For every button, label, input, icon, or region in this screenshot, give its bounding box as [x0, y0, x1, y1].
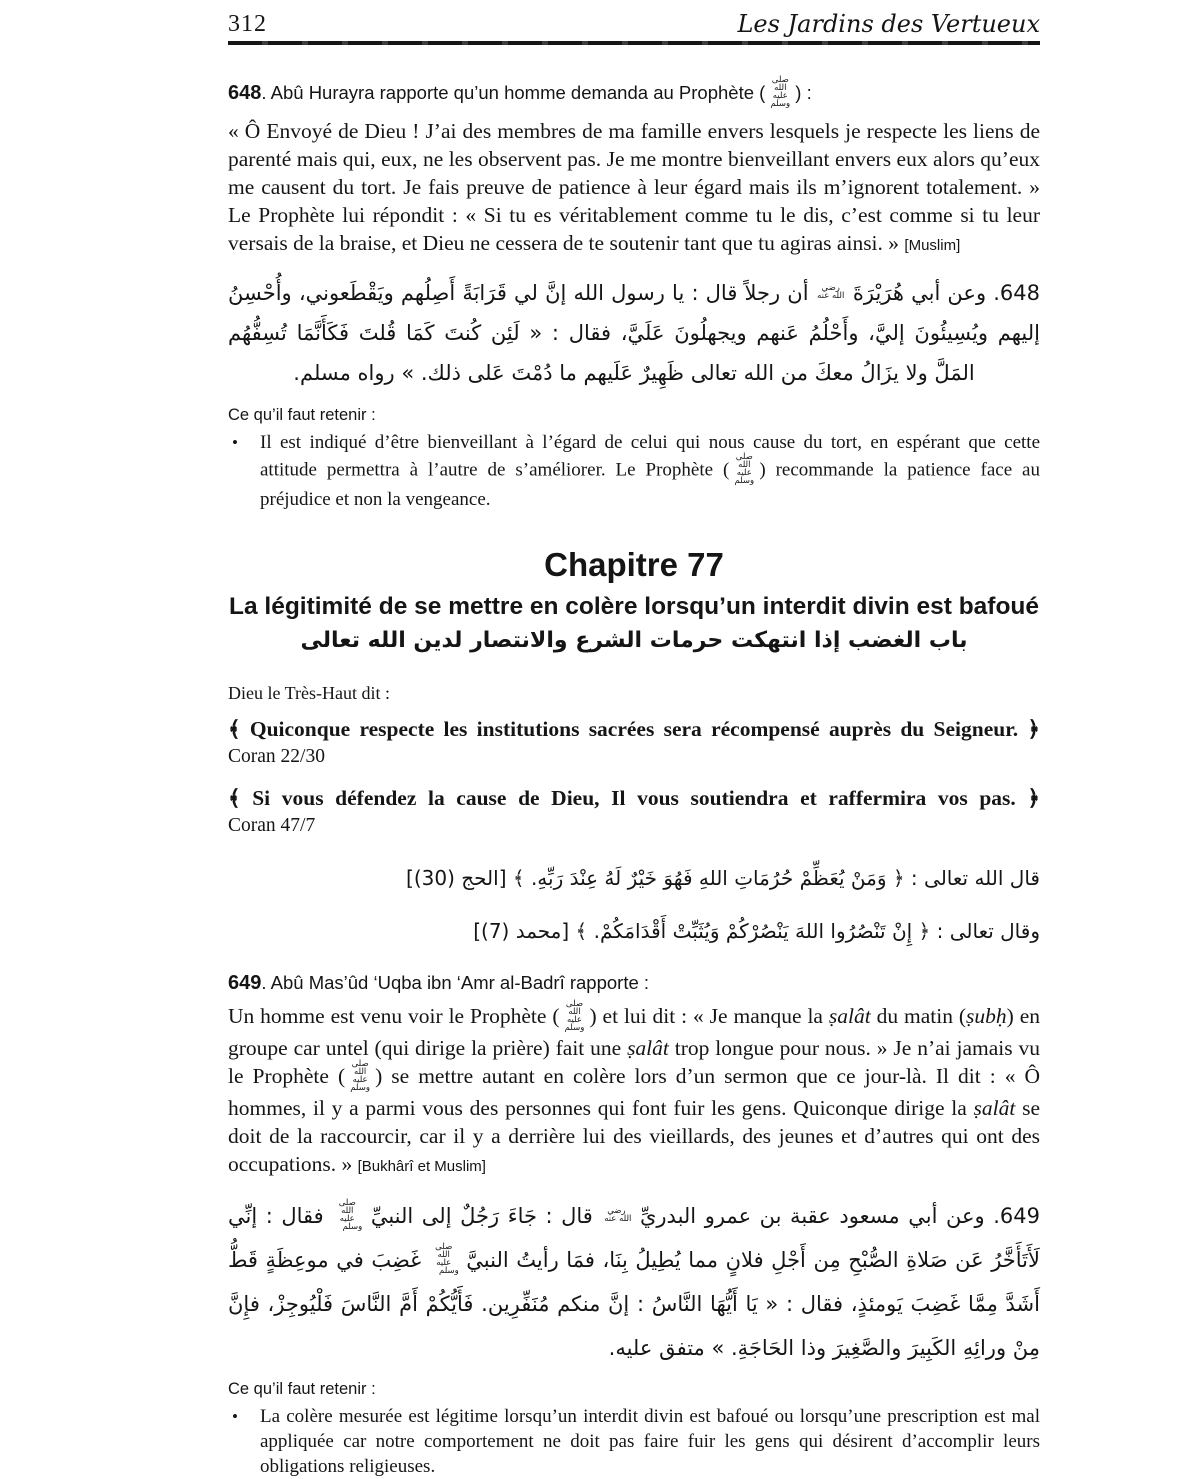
book-title: Les Jardins des Vertueux — [737, 10, 1040, 38]
hadith-649-heading-text: . Abû Mas’ûd ‘Uqba ibn ‘Amr al-Badrî rapporte : — [261, 972, 650, 993]
quran-verse-arabic-1: قال الله تعالى : ﴿ وَمَنْ يُعَظِّمْ حُرُمَاتِ اللهِ فَهُوَ خَيْرٌ لَهُ عِنْدَ رَبِّهِ. ﴾ [الحج (30)] — [406, 866, 1040, 890]
divine-saying-intro: Dieu le Très-Haut dit : — [228, 683, 390, 703]
key-point-label-649: Ce qu’il faut retenir : — [228, 1380, 376, 1399]
hadith-648-heading-text: . Abû Hurayra rapporte qu’un homme demanda au Prophète (صلى الله عليه وسلم) : — [261, 75, 812, 109]
key-point-text-649: La colère mesurée est légitime lorsqu’un interdit divin est bafoué ou lorsqu’une prescription est mal appliquée car notre comportement ne doit pas faire fuir les gens qui désirent d’accomplir leurs obligations religieuses. — [260, 1406, 1040, 1478]
quran-reference-2: Coran 47/7 — [228, 815, 316, 836]
bullet-icon: • — [232, 433, 238, 452]
key-point-item-648 — [228, 430, 1040, 512]
chapter-number-title: Chapitre 77 — [544, 546, 724, 583]
quran-quote-french-1: ﴾ Quiconque respecte les institutions sacrées sera récompensé auprès du Seigneur. ﴿ — [228, 717, 1040, 741]
hadith-649-arabic-text: 649. وعن أبي مسعود عقبة بن عمرو البدريِّ رضي الله عنه قال : جَاءَ رَجُلٌ إلى النبيِّ صلى الله عليه وسلم فقال : إنِّي لَأَتَأَخَّرُ عَن صَلاةِ الصُّبْحِ مِن أَجْلِ فلانٍ مما يُطِيلُ بِنَا، فمَا رأيتُ النبيَّ صلى الله عليه وسلم غَضِبَ في موعِظَةٍ قَطُّ أَشَدَّ مِمَّا غَضِبَ يَومئذٍ، فقال : « يَا أَيُّهَا النَّاسُ : إنَّ منكم مُنَفِّرِين. فَأَيُّكُمْ أَمَّ النَّاسَ فَلْيُوجِزْ، فإِنَّ مِنْ ورائِهِ الكَبِيرَ والصَّغِيرَ وذا الحَاجَةِ. » متفق عليه. — [228, 1198, 1040, 1361]
hadith-649-french-text: Un homme est venu voir le Prophète ( صلى الله عليه وسلم) et lui dit : « Je manque la ṣalât du matin (ṣubḥ) en groupe car untel (qui dirige la prière) fait une ṣalât trop longue pour nous. » Je n’ai jamais vu le Prophète ( صلى الله عليه وسلم) se mettre autant en colère lors d’un sermon que ce jour-là. Il dit : « Ô hommes, il y a parmi vous des personnes qui font fuir les gens. Quiconque dirige la ṣalât se doit de la raccourcir, car il y a derrière lui des vieillards, des jeunes et d’autres qui ont des occupations. » [Bukhârî et Muslim] — [228, 999, 1041, 1177]
hadith-648-heading — [228, 75, 1040, 110]
page-number: 312 — [228, 11, 267, 37]
hadith-648-french-text: « Ô Envoyé de Dieu ! J’ai des membres de ma famille envers lesquels je respecte les liens de parenté mais qui, eux, ne les observent pas. Je me montre bienveillant envers eux alors qu’eux me causent du tort. Je fais preuve de patience à leur égard mais ils m’ignorent totalement. » Le Prophète lui répondit : « Si tu es véritablement comme tu le dis, c’est comme si tu leur versais de la braise, et Dieu ne cessera de te soutenir tant que tu agiras ainsi. » [Muslim] — [228, 119, 1040, 255]
quran-reference-1: Coran 22/30 — [228, 746, 325, 767]
bullet-icon: • — [232, 1407, 238, 1427]
key-point-label-648: Ce qu’il faut retenir : — [228, 406, 376, 424]
running-header — [228, 0, 1040, 38]
quran-verse-arabic-2: وقال تعالى : ﴿ إِنْ تَنْصُرُوا اللهَ يَنْصُرْكُمْ وَيُثَبِّتْ أَقْدَامَكُمْ. ﴾ [محمد (7)] — [473, 919, 1040, 943]
quran-quote-french-2: ﴾ Si vous défendez la cause de Dieu, Il vous soutiendra et raffermira vos pas. ﴿ — [228, 786, 1040, 810]
chapter-title-french: La légitimité de se mettre en colère lorsqu’un interdit divin est bafoué — [228, 593, 1040, 620]
key-point-text-648: Il est indiqué d’être bienveillant à l’égard de celui qui nous cause du tort, en espérant que cette attitude permettra à l’autre de s’améliorer. Le Prophète (صلى الله عليه وسلم) recommande la patience face au préjudice et non la vengeance. — [260, 432, 1040, 510]
hadith-648-number: 648 — [228, 81, 262, 104]
hadith-648-arabic-text: 648. وعن أبي هُرَيْرَةَ رضي الله عنه أن رجلاً قال : يا رسول الله إنَّ لي قَرَابَةً أَصِلُهم ويَقْطَعوني، وأُحْسِنُ إليهم ويُسِيئُونَ إليَّ، وأَحْلُمُ عَنهم ويجهلُونَ عَلَيَّ، فقال : « لَئِن كُنتَ كَمَا قُلتَ فَكَأَنَّمَا تُسِفُّهُم المَلَّ ولا يزَالُ معكَ من الله تعالى ظَهِيرٌ عَلَيهم ما دُمْتَ عَلى ذلك. » رواه مسلم. — [228, 281, 1041, 385]
header-rule — [228, 41, 1040, 45]
page-content — [228, 0, 1040, 1479]
hadith-649-heading — [228, 972, 1040, 995]
key-point-item-649 — [228, 1404, 1040, 1479]
chapter-title-arabic: باب الغضب إذا انتهكت حرمات الشرع والانتصار لدين الله تعالى — [300, 628, 968, 653]
hadith-649-number: 649 — [228, 972, 262, 994]
chapter-heading — [228, 546, 1040, 653]
